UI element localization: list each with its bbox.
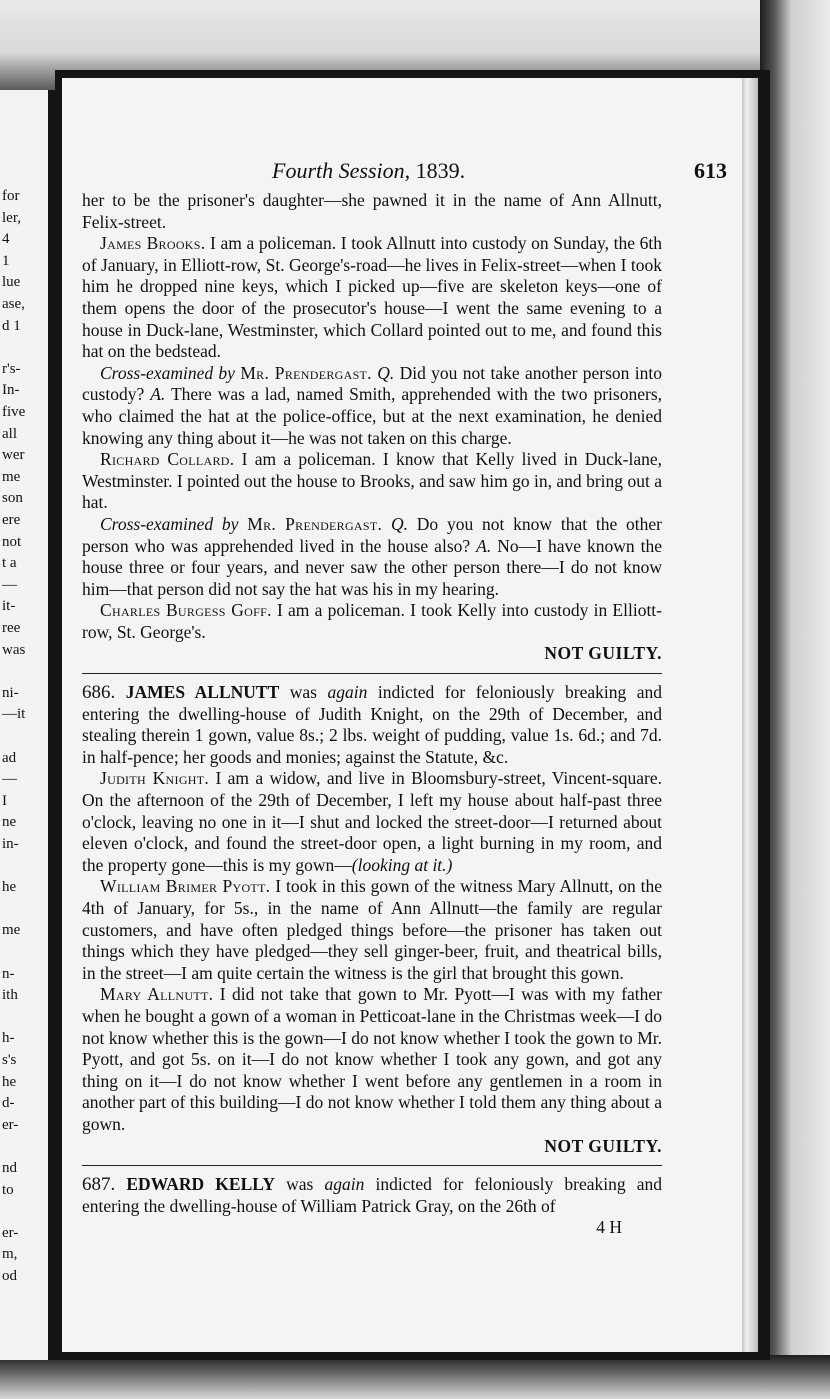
facing-page-fragment bbox=[0, 90, 55, 1360]
facing-page-text: me bbox=[2, 922, 21, 939]
body-text bbox=[82, 190, 662, 1239]
cross-examination: Cross-examined by Mr. Prendergast. Q. Do you not know that the other person who was apprehended lived in the house also? A. No—I have known the house three or four years, and never saw the other person there—I do not know him—that person did not say the hat was his in my hearing. bbox=[82, 513, 663, 599]
facing-page-text: h- bbox=[2, 1030, 15, 1047]
facing-page-text: all bbox=[2, 425, 17, 442]
testimony-mary-allnutt: Mary Allnutt. I did not take that gown to Mr. Pyott—I was with my father when he bought a gown of a woman in Petticoat-lane in the Christmas week—I do not know whether this is the gown—I do not know whether I took the gown to Mr. Pyott, and got 5s. on it—I do not know whether I took any gown, and got any thing on it—I do not know whether I went before any gentlemen in a room in another part of this building—I do not know whether I told them any thing about a gown. bbox=[82, 984, 662, 1134]
facing-page-text: for bbox=[2, 188, 20, 204]
facing-page-text: I bbox=[2, 792, 7, 809]
facing-page-text: ase, bbox=[2, 296, 25, 312]
witness-name: William Brimer Pyott. bbox=[100, 876, 271, 897]
paragraph: her to be the prisoner's daughter—she pawned it in the name of Ann Allnutt, Felix-street. bbox=[82, 190, 662, 232]
facing-page-text: s's bbox=[2, 1052, 17, 1068]
facing-page-text: 4 bbox=[2, 231, 10, 248]
witness-name: James Brooks. bbox=[100, 233, 206, 254]
facing-page-text: ere bbox=[2, 512, 21, 528]
scan-background-right bbox=[760, 0, 830, 1399]
running-header bbox=[62, 158, 727, 188]
facing-page-text: er- bbox=[2, 1116, 19, 1133]
facing-page-text: five bbox=[2, 404, 26, 420]
facing-page-text: to bbox=[2, 1181, 14, 1198]
facing-page-text: ree bbox=[2, 620, 21, 636]
facing-page-text: ler, bbox=[2, 209, 21, 226]
testimony-brooks: James Brooks. I am a policeman. I took Allnutt into custody on Sunday, the 6th of January, in Elliott-row, St. George's-road—he lives in Felix-street—when I took him he dropped nine keys, which I picked up—five are skeleton keys—one of them opens the door of the prosecutor's house—I went the same evening to a house in Duck-lane, Westminster, which Collard pointed out to me, and found this hat on the bedstead. bbox=[82, 233, 662, 362]
facing-page-text: nd bbox=[2, 1160, 17, 1176]
witness-name: Richard Collard. bbox=[100, 449, 235, 470]
facing-page-text: — bbox=[2, 771, 17, 788]
section-rule bbox=[82, 673, 662, 674]
testimony-pyott: William Brimer Pyott. I took in this gown of the witness Mary Allnutt, on the 4th of January, for 5s., in the name of Ann Allnutt—the family are regular customers, and have often pledged things before—the prisoner has taken out things which they have pledged—they sell ginger-beer, fruit, and theatrical bills, in the street—I am quite certain the witness is the girl that brought this gown. bbox=[82, 876, 662, 983]
facing-page-text: od bbox=[2, 1268, 17, 1284]
witness-name: Judith Knight. bbox=[100, 768, 210, 789]
facing-page-text: r's- bbox=[2, 360, 21, 377]
facing-page-text: not bbox=[2, 533, 22, 550]
facing-page-text: he bbox=[2, 1073, 17, 1090]
facing-page-text: ith bbox=[2, 987, 18, 1004]
facing-page-text: d- bbox=[2, 1095, 15, 1112]
facing-page-text: m, bbox=[2, 1246, 18, 1263]
facing-page-text: t a bbox=[2, 555, 17, 572]
testimony-knight: Judith Knight. I am a widow, and live in Bloomsbury-street, Vincent-square. On the afternoon of the 29th of December, I left my house about half-past three o'clock, leaving no one in it—I shut and locked the street-door—I returned about eleven o'clock, and found the street-door open, a light burning in my room, and the property gone—this is my gown—(looking at it.) bbox=[82, 768, 663, 875]
case-686: 686. JAMES ALLNUTT was again indicted for feloniously breaking and entering the dwelling-house of Judith Knight, on the 29th of December, and stealing therein 1 gown, value 8s.; 2 lbs. weight of pudding, value 1s. 6d.; and 7d. in half-pence; her goods and monies; against the Statute, &c. bbox=[82, 682, 663, 767]
testimony-goff: Charles Burgess Goff. I am a policeman. I took Kelly into custody in Elliott-row, St. George's. bbox=[82, 600, 662, 642]
facing-page-text: ne bbox=[2, 814, 17, 831]
verdict: NOT GUILTY. bbox=[544, 643, 662, 664]
section-rule bbox=[82, 1165, 662, 1166]
running-title: Fourth Session, 1839. bbox=[272, 158, 466, 183]
facing-page-text: me bbox=[2, 468, 21, 485]
facing-page-text: son bbox=[2, 490, 23, 507]
facing-page-text: wer bbox=[2, 447, 25, 464]
facing-page-text: 1 bbox=[2, 252, 10, 269]
cross-examination: Cross-examined by Mr. Prendergast. Q. Did you not take another person into custody? A. There was a lad, named Smith, apprehended with the two prisoners, who claimed the hat at the police-office, but at the next examination, he denied knowing any thing about it—he was not taken on this charge. bbox=[82, 362, 663, 448]
facing-page-text: — bbox=[2, 576, 17, 593]
facing-page-text: was bbox=[2, 641, 26, 658]
facing-page-text: In- bbox=[2, 382, 20, 399]
book-page bbox=[62, 78, 742, 1352]
case-687: 687. EDWARD KELLY was again indicted for feloniously breaking and entering the dwelling-house of William Patrick Gray, on the 26th of bbox=[82, 1174, 662, 1216]
facing-page-text: ad bbox=[2, 749, 17, 766]
witness-name: Mary Allnutt. bbox=[100, 984, 214, 1005]
facing-page-text: er- bbox=[2, 1224, 19, 1241]
facing-page-text: in- bbox=[2, 836, 19, 852]
page-number: 613 bbox=[694, 158, 727, 183]
facing-page-text: ni- bbox=[2, 684, 19, 701]
facing-page-text: d 1 bbox=[2, 317, 21, 334]
facing-page-text: he bbox=[2, 879, 17, 896]
facing-page-text: —it bbox=[2, 706, 26, 723]
facing-page-text: n- bbox=[2, 965, 15, 982]
signature-mark: 4 H bbox=[596, 1217, 622, 1238]
verdict: NOT GUILTY. bbox=[544, 1135, 662, 1156]
facing-page-text: it- bbox=[2, 598, 16, 615]
facing-page-text: lue bbox=[2, 274, 21, 291]
witness-name: Charles Burgess Goff. bbox=[100, 600, 272, 621]
scan-background-bottom bbox=[0, 1355, 830, 1399]
testimony-collard: Richard Collard. I am a policeman. I know that Kelly lived in Duck-lane, Westminster. I pointed out the house to Brooks, and saw him go in, and bring out a hat. bbox=[82, 449, 663, 513]
